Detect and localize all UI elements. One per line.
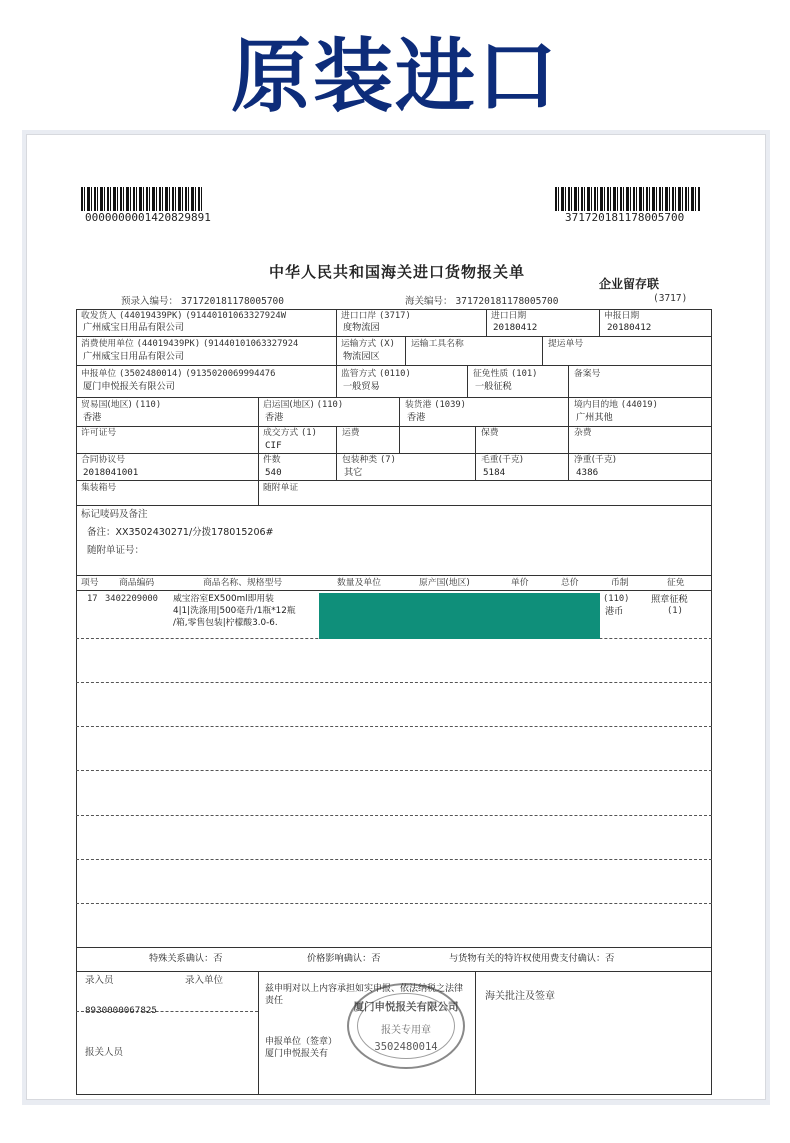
trade-country-code: (110) — [134, 400, 162, 410]
insurance-label: 保费 — [481, 428, 499, 438]
gross-weight-value: 5184 — [483, 467, 506, 478]
loading-port-label: 装货港 — [405, 400, 432, 410]
tax-nature-label: 征免性质 — [473, 369, 509, 379]
pre-entry-label: 预录入编号： — [121, 296, 179, 307]
attached-no-label: 随附单证号： — [87, 545, 145, 556]
marks-label: 标记唛码及备注 — [81, 509, 148, 520]
transport-mode-code: (X) — [379, 339, 395, 349]
loading-port-value: 香港 — [407, 412, 426, 423]
declarant-sign-label: 申报单位（签章） — [265, 1037, 338, 1047]
consignee-label: 收发货人 — [81, 311, 117, 321]
container-label: 集装箱号 — [81, 483, 117, 493]
tax-nature-code: (101) — [511, 369, 538, 379]
remark-text: 备注：XX3502430271/分拨178015206# — [87, 527, 274, 538]
customs-number: 371720181178005700 — [455, 296, 559, 307]
declaration-form — [26, 134, 766, 1100]
goods-name-line-2: 4|1|洗涤用|500毫升/1瓶*12瓶 — [173, 606, 296, 616]
package-code: (7) — [380, 455, 396, 465]
redaction-block — [319, 593, 600, 639]
record-no-label: 备案号 — [574, 369, 601, 379]
package-value: 其它 — [344, 467, 363, 478]
customs-officer-label: 报关人员 — [85, 1047, 124, 1058]
declaration-statement: 兹申明对以上内容承担如实申报、依法纳税之法律责任 — [265, 984, 464, 1006]
col-goods-name: 商品名称、规格型号 — [203, 578, 283, 588]
transport-mode-value: 物流园区 — [343, 351, 380, 362]
entry-clerk-number: 8930000067825 — [85, 1005, 157, 1016]
page-banner-title: 原装进口 — [231, 30, 559, 123]
goods-currency-code: (110) — [603, 594, 630, 604]
deal-mode-value: CIF — [265, 440, 282, 451]
import-date-label: 进口日期 — [491, 311, 527, 321]
consignee-credit: (91440101063327924W — [185, 311, 286, 321]
col-origin: 原产国(地区) — [419, 578, 470, 588]
right-barcode-number: 371720181178005700 — [565, 211, 685, 224]
package-label: 包装种类 — [342, 455, 378, 465]
transport-mode-label: 运输方式 — [341, 339, 377, 349]
deal-mode-code: (1) — [301, 428, 317, 438]
pieces-label: 件数 — [263, 455, 281, 465]
import-date: 20180412 — [493, 322, 538, 333]
consignee-code: (44019439PK) — [119, 311, 183, 321]
supervision-value: 一般贸易 — [343, 381, 380, 392]
destination-label: 境内目的地 — [574, 400, 618, 410]
col-hs-code: 商品编码 — [119, 578, 155, 588]
misc-label: 杂费 — [574, 428, 592, 438]
goods-name-line-3: /箱,零售包装|柠檬酸3.0-6. — [173, 618, 278, 628]
declare-date-label: 申报日期 — [604, 311, 640, 321]
supervision-code: (0110) — [379, 369, 411, 379]
entry-unit-label: 录入单位 — [185, 975, 224, 986]
goods-hs-code: 3402209000 — [105, 594, 158, 604]
left-barcode — [81, 187, 203, 211]
consumer-label: 消费使用单位 — [81, 339, 134, 349]
special-relation-confirm: 特殊关系确认：否 — [149, 953, 223, 964]
royalty-confirm: 与货物有关的特许权使用费支付确认：否 — [449, 953, 615, 964]
entry-port-value: 度物流园 — [343, 322, 380, 333]
supervision-label: 监管方式 — [341, 369, 377, 379]
consignee-name: 广州威宝日用品有限公司 — [83, 322, 185, 333]
price-influence-confirm: 价格影响确认：否 — [307, 953, 381, 964]
trade-country-label: 贸易国(地区) — [81, 400, 132, 410]
contract-value: 2018041001 — [83, 467, 139, 478]
transport-tool-label: 运输工具名称 — [411, 339, 464, 349]
net-weight-label: 净重(千克) — [574, 455, 617, 465]
company-seal-icon — [347, 983, 465, 1069]
tax-nature-value: 一般征税 — [475, 381, 512, 392]
seal-company-name: 厦门申悦报关有限公司 — [353, 1001, 459, 1013]
customs-approval-label: 海关批注及签章 — [485, 991, 555, 1002]
net-weight-value: 4386 — [576, 467, 599, 478]
goods-tax-code: (1) — [667, 606, 683, 616]
origin-country-value: 香港 — [265, 412, 284, 423]
document-title: 中华人民共和国海关进口货物报关单 — [268, 263, 525, 281]
deal-mode-label: 成交方式 — [263, 428, 299, 438]
customs-number-label: 海关编号： — [405, 296, 453, 307]
consumer-credit: (91440101063327924 — [202, 339, 299, 349]
col-quantity: 数量及单位 — [337, 578, 381, 588]
consumer-name: 广州威宝日用品有限公司 — [83, 351, 185, 362]
origin-country-code: (110) — [316, 400, 344, 410]
col-item-no: 项号 — [81, 578, 99, 588]
left-barcode-number: 0000000001420829891 — [85, 211, 211, 224]
declarant-label: 申报单位 — [81, 369, 117, 379]
copy-label: 企业留存联 — [599, 277, 660, 291]
declarant-code: (3502480014) — [119, 369, 183, 379]
contract-label: 合同协议号 — [81, 455, 125, 465]
col-currency: 币制 — [611, 578, 629, 588]
pieces-value: 540 — [265, 467, 282, 478]
consumer-code: (44019439PK) — [136, 339, 201, 349]
attached-doc-label: 随附单证 — [263, 483, 299, 493]
declarant-name: 厦门申悦报关有限公司 — [83, 381, 175, 392]
pre-entry-number: 371720181178005700 — [181, 296, 284, 307]
declare-date: 20180412 — [607, 322, 652, 333]
seal-purpose: 报关专用章 — [381, 1025, 431, 1036]
freight-label: 运费 — [342, 428, 360, 438]
loading-port-code: (1039) — [434, 400, 466, 410]
col-unit-price: 单价 — [511, 578, 529, 588]
entry-port-label: 进口口岸 — [341, 311, 377, 321]
customs-code: (3717) — [653, 293, 688, 304]
right-barcode — [555, 187, 701, 211]
goods-name-line-1: 威宝浴室EX500ml即用装 — [173, 594, 274, 604]
seal-number: 3502480014 — [374, 1041, 438, 1053]
trade-country-value: 香港 — [83, 412, 102, 423]
goods-tax-mode: 照章征税 — [651, 594, 688, 605]
destination-value: 广州其他 — [576, 412, 613, 423]
entry-port-code: (3717) — [379, 311, 411, 321]
origin-country-label: 启运国(地区) — [263, 400, 314, 410]
bill-no-label: 提运单号 — [548, 339, 584, 349]
declarant-credit: (9135020069994476 — [185, 369, 276, 379]
goods-currency-name: 港币 — [605, 606, 624, 617]
goods-item-no: 17 — [87, 594, 98, 604]
gross-weight-label: 毛重(千克) — [481, 455, 524, 465]
declarant-sign-name: 厦门申悦报关有 — [265, 1049, 329, 1059]
col-total-price: 总价 — [561, 578, 579, 588]
destination-code: (44019) — [620, 400, 658, 410]
col-tax-mode: 征免 — [667, 578, 685, 588]
license-label: 许可证号 — [81, 428, 117, 438]
entry-clerk-label: 录入员 — [85, 975, 114, 986]
